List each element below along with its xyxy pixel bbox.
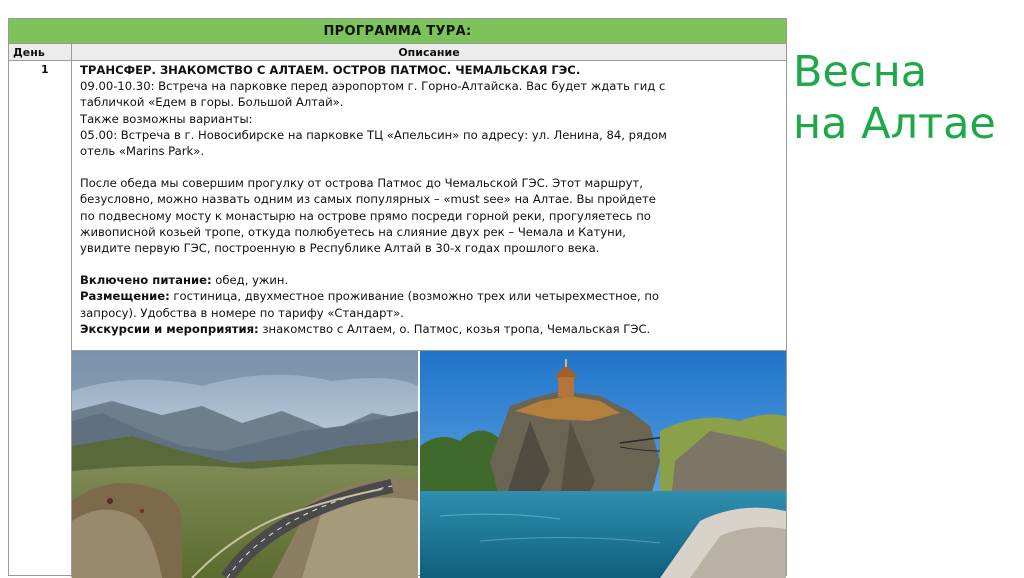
paragraph-line: безусловно, можно назвать одним из самых популярных – «must see» на Алтае. Вы пройдете: [80, 192, 656, 207]
description-line: 09.00-10.30: Встреча на парковке перед аэропортом г. Горно-Алтайска. Вас будет ждать гид с: [80, 79, 666, 94]
patmos-island-photo: [420, 351, 786, 578]
day-description: [80, 62, 780, 337]
mountain-road-photo: [72, 351, 418, 578]
lodging-value: гостиница, двухместное проживание (возможно трех или четырехместное, по: [169, 289, 659, 304]
slide-title-line-2: на Алтае: [793, 99, 996, 149]
description-line: Также возможны варианты:: [80, 111, 253, 126]
description-line: отель «Marins Park».: [80, 144, 205, 159]
excursions-row: [80, 321, 780, 337]
meals-label: Включено питание:: [80, 273, 212, 288]
column-header-day: День: [9, 43, 72, 61]
day-number: 1: [9, 61, 72, 577]
spacer: [80, 159, 780, 175]
photo-strip: [72, 350, 786, 578]
excursions-value: знакомство с Алтаем, о. Патмос, козья тропа, Чемальская ГЭС.: [258, 321, 651, 336]
lodging-row-continued: запросу). Удобства в номере по тарифу «Стандарт».: [80, 305, 404, 320]
patmos-island-image: [420, 351, 786, 578]
description-line: табличкой «Едем в горы. Большой Алтай».: [80, 95, 344, 110]
paragraph-line: После обеда мы совершим прогулку от острова Патмос до Чемальской ГЭС. Этот маршрут,: [80, 176, 643, 191]
meals-value: обед, ужин.: [211, 273, 289, 288]
column-header-description: Описание: [72, 43, 786, 61]
slide-title-line-1: Весна: [793, 47, 928, 97]
day-title: ТРАНСФЕР. ЗНАКОМСТВО С АЛТАЕМ. ОСТРОВ ПАТМОС. ЧЕМАЛЬСКАЯ ГЭС.: [80, 63, 581, 77]
excursions-label: Экскурсии и мероприятия:: [80, 321, 259, 336]
program-header: ПРОГРАММА ТУРА:: [9, 19, 786, 43]
spacer: [80, 256, 780, 272]
lodging-row: [80, 288, 780, 304]
lodging-label: Размещение:: [80, 289, 170, 304]
paragraph-line: увидите первую ГЭС, построенную в Республике Алтай в 30-х годах прошлого века.: [80, 241, 600, 256]
tour-program-table: [8, 18, 787, 576]
slide-title: [793, 46, 1018, 150]
paragraph-line: живописной козьей тропе, откуда полюбуетесь на слияние двух рек – Чемала и Катуни,: [80, 224, 626, 239]
paragraph-line: по подвесному мосту к монастырю на острове прямо посреди горной реки, прогуляетесь по: [80, 208, 651, 223]
description-line: 05.00: Встреча в г. Новосибирске на парковке ТЦ «Апельсин» по адресу: ул. Ленина, 84, рядом: [80, 127, 667, 142]
meals-row: [80, 272, 780, 288]
mountain-road-image: [72, 351, 418, 578]
